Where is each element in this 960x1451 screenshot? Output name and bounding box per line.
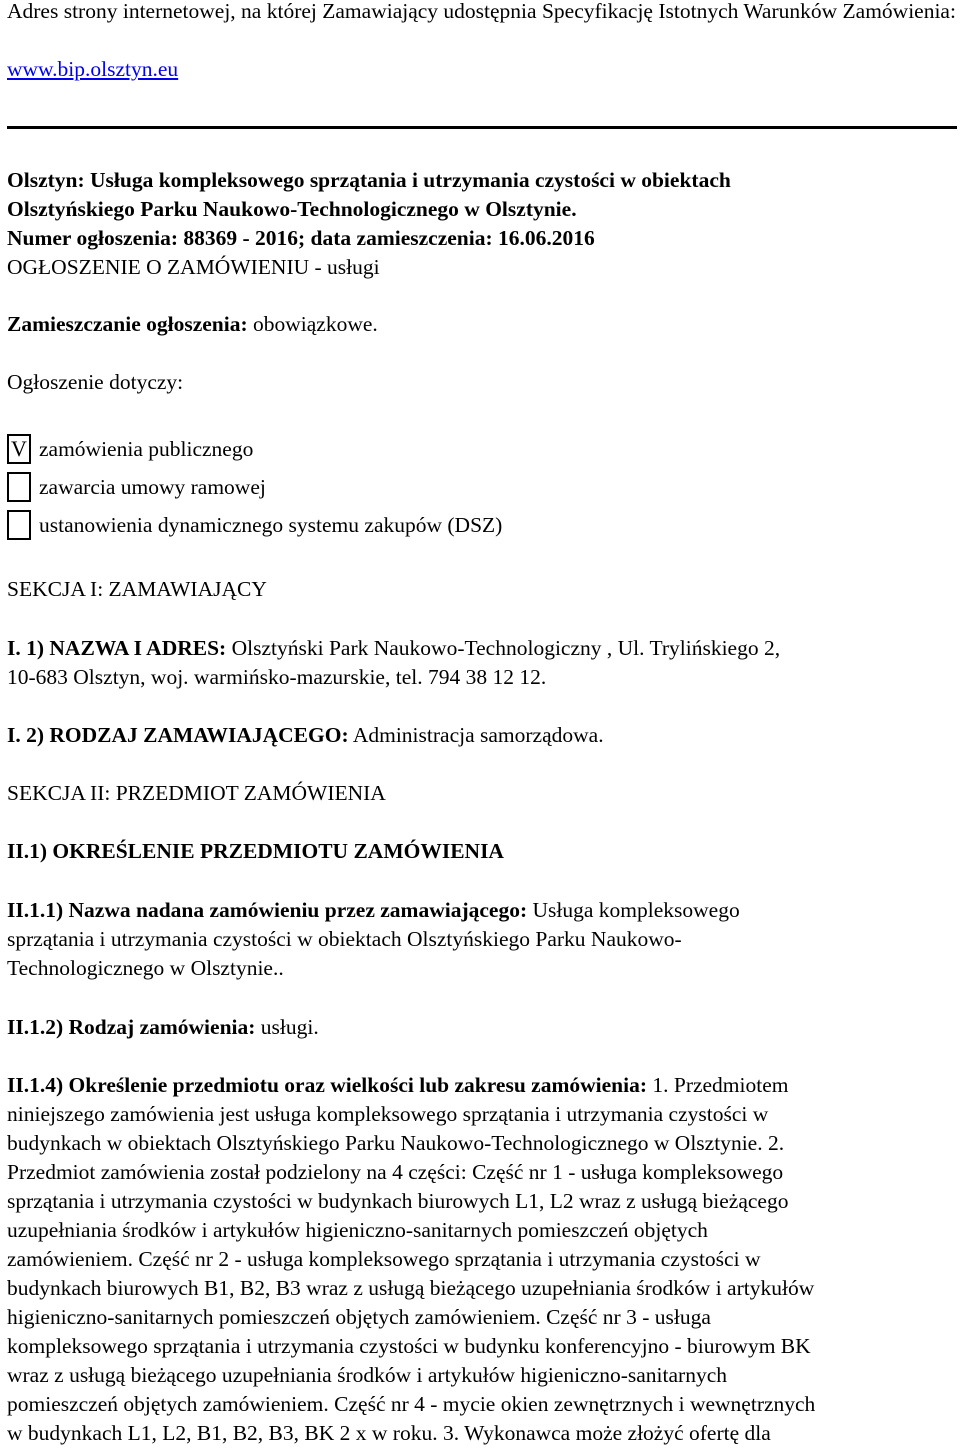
order-kind-value: usługi. — [260, 1015, 319, 1039]
order-name-value: Usługa kompleksowego — [532, 898, 740, 922]
order-scope-line: uzupełniania środków i artykułów higieniczno-sanitarnych pomieszczeń objętych — [7, 1218, 708, 1242]
order-name-row — [7, 896, 957, 925]
checkbox-dynamic-purchasing[interactable] — [7, 510, 31, 540]
checkbox-public-contract[interactable]: V — [7, 434, 31, 464]
order-scope-line: budynkach w obiektach Olsztyńskiego Parku Naukowo-Technologicznego w Olsztynie. 2. — [7, 1131, 785, 1155]
notice-title-line1: Olsztyn: Usługa kompleksowego sprzątania i utrzymania czystości w obiektach — [7, 168, 731, 192]
order-name-line2: sprzątania i utrzymania czystości w obiektach Olsztyńskiego Parku Naukowo- — [7, 927, 682, 951]
notice-type: OGŁOSZENIE O ZAMÓWIENIU - usługi — [7, 255, 380, 279]
order-name-label: II.1.1) Nazwa nadana zamówieniu przez zamawiającego: — [7, 898, 528, 922]
contracting-address: 10-683 Olsztyn, woj. warmińsko-mazurskie, tel. 794 38 12 12. — [7, 665, 547, 689]
order-name-line3: Technologicznego w Olsztynie.. — [7, 956, 284, 980]
header-divider — [7, 126, 957, 129]
section1-heading: SEKCJA I: ZAMAWIAJĄCY — [7, 577, 267, 601]
order-kind-row — [7, 1013, 957, 1042]
contracting-type-row — [7, 721, 957, 750]
order-scope-line: kompleksowego sprzątania i utrzymania czystości w budynku konferencyjno - biurowym BK — [7, 1334, 811, 1358]
siwz-address-label — [7, 0, 957, 26]
option-label: zamówienia publicznego — [39, 436, 254, 461]
contracting-type-value: Administracja samorządowa. — [352, 723, 604, 747]
placement-row — [7, 310, 957, 339]
section2-heading: SEKCJA II: PRZEDMIOT ZAMÓWIENIA — [7, 781, 386, 805]
contracting-name-label: I. 1) NAZWA I ADRES: — [7, 636, 227, 660]
option-public-contract[interactable] — [7, 432, 253, 466]
order-scope-line: wraz z usługą bieżącego uzupełniania środków i artykułów higieniczno-sanitarnych — [7, 1363, 727, 1387]
concerns-label: Ogłoszenie dotyczy: — [7, 370, 184, 394]
order-scope-line: pomieszczeń objętych zamówieniem. Część nr 4 - mycie okien zewnętrznych i wewnętrznych — [7, 1392, 816, 1416]
order-scope-line: budynkach biurowych B1, B2, B3 wraz z usługą bieżącego uzupełniania środków i artykułów — [7, 1276, 815, 1300]
order-scope-line: sprzątania i utrzymania czystości w budynkach biurowych L1, L2 wraz z usługą bieżącego — [7, 1189, 789, 1213]
option-label: ustanowienia dynamicznego systemu zakupów (DSZ) — [39, 512, 503, 537]
order-scope-line: niniejszego zamówienia jest usługa kompleksowego sprzątania i utrzymania czystości w — [7, 1102, 769, 1126]
bip-url-link[interactable]: www.bip.olsztyn.eu — [7, 57, 179, 81]
placement-value: obowiązkowe. — [253, 312, 378, 336]
section2-subheading: II.1) OKREŚLENIE PRZEDMIOTU ZAMÓWIENIA — [7, 839, 504, 863]
contracting-name-row — [7, 634, 957, 663]
order-scope-line: zamówieniem. Część nr 2 - usługa kompleksowego sprzątania i utrzymania czystości w — [7, 1247, 761, 1271]
option-dynamic-purchasing[interactable] — [7, 508, 502, 542]
address-label-text: Adres strony internetowej, na której Zamawiający udostępnia Specyfikację Istotnych Warunków Zamówienia: — [7, 0, 956, 23]
contracting-type-label: I. 2) RODZAJ ZAMAWIAJĄCEGO: — [7, 723, 349, 747]
option-framework-agreement[interactable] — [7, 470, 266, 504]
contracting-name-value: Olsztyński Park Naukowo-Technologiczny , Ul. Trylińskiego 2, — [231, 636, 781, 660]
order-scope-line: Przedmiot zamówienia został podzielony na 4 części: Część nr 1 - usługa kompleksowego — [7, 1160, 784, 1184]
siwz-url-row — [7, 55, 957, 84]
order-scope-line: w budynkach L1, L2, B1, B2, B3, BK 2 x w roku. 3. Wykonawca może złożyć ofertę dla — [7, 1421, 771, 1445]
placement-label: Zamieszczanie ogłoszenia: — [7, 312, 248, 336]
order-scope-line: higieniczno-sanitarnych pomieszczeń objętych zamówieniem. Część nr 3 - usługa — [7, 1305, 711, 1329]
option-label: zawarcia umowy ramowej — [39, 474, 266, 499]
order-scope-row — [7, 1071, 957, 1100]
order-scope-first: 1. Przedmiotem — [652, 1073, 789, 1097]
order-kind-label: II.1.2) Rodzaj zamówienia: — [7, 1015, 256, 1039]
checkbox-framework-agreement[interactable] — [7, 472, 31, 502]
notice-number: Numer ogłoszenia: 88369 - 2016; data zamieszczenia: 16.06.2016 — [7, 226, 595, 250]
order-scope-label: II.1.4) Określenie przedmiotu oraz wielkości lub zakresu zamówienia: — [7, 1073, 647, 1097]
notice-title-line2: Olsztyńskiego Parku Naukowo-Technologicznego w Olsztynie. — [7, 197, 577, 221]
